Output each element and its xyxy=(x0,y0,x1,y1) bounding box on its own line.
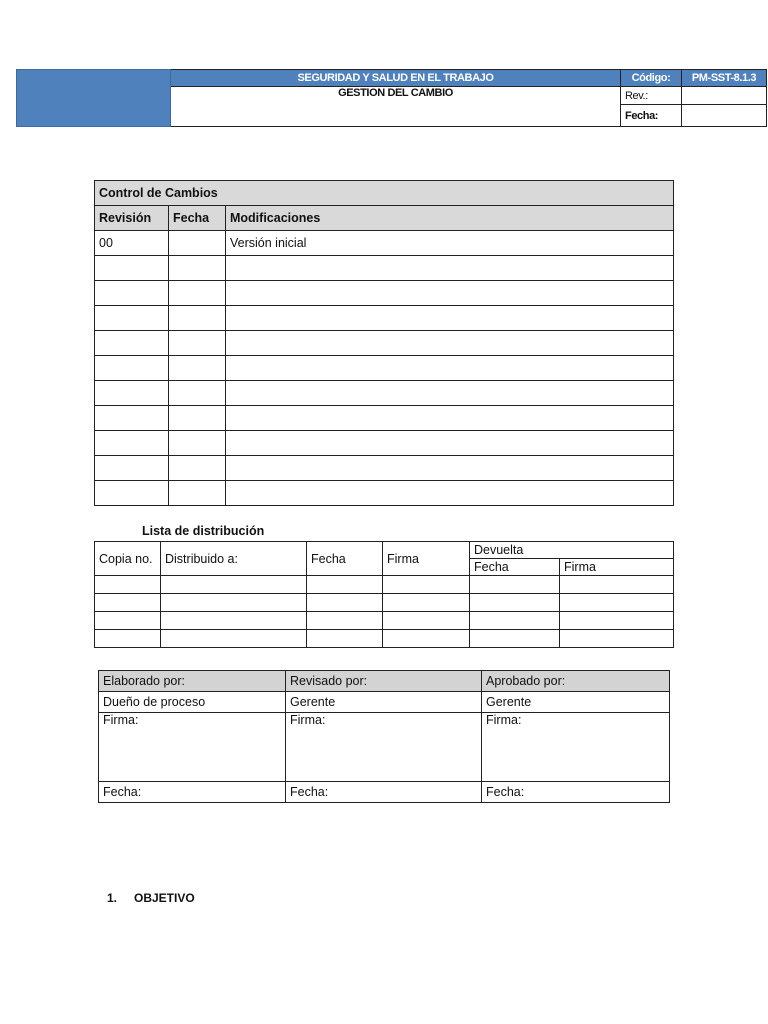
table-row xyxy=(95,256,674,281)
table-cell xyxy=(95,612,161,630)
section-title: OBJETIVO xyxy=(134,891,195,905)
document-title: GESTION DEL CAMBIO xyxy=(171,87,621,127)
codigo-value: PM-SST-8.1.3 xyxy=(682,70,767,87)
column-header: Firma xyxy=(383,542,470,576)
table-cell xyxy=(169,356,226,381)
column-header: Fecha xyxy=(169,206,226,231)
table-cell xyxy=(95,431,169,456)
table-cell xyxy=(95,481,169,506)
table-cell xyxy=(95,281,169,306)
elaborado-header: Elaborado por: xyxy=(99,671,286,692)
table-cell xyxy=(95,630,161,648)
distribution-list-title: Lista de distribución xyxy=(142,524,265,538)
rev-label: Rev.: xyxy=(621,87,682,105)
table-cell xyxy=(226,456,674,481)
table-cell xyxy=(95,256,169,281)
table-row xyxy=(95,306,674,331)
table-cell xyxy=(470,576,560,594)
table-row xyxy=(95,630,674,648)
table-cell xyxy=(169,481,226,506)
aprobado-role: Gerente xyxy=(482,692,670,713)
table-cell xyxy=(95,381,169,406)
column-header: Revisión xyxy=(95,206,169,231)
aprobado-header: Aprobado por: xyxy=(482,671,670,692)
table-cell xyxy=(226,281,674,306)
table-cell xyxy=(383,576,470,594)
table-cell xyxy=(226,256,674,281)
table-cell xyxy=(560,576,674,594)
table-cell xyxy=(161,612,307,630)
table-cell xyxy=(169,456,226,481)
table-cell xyxy=(560,612,674,630)
table-row xyxy=(95,612,674,630)
table-cell xyxy=(226,481,674,506)
table-row xyxy=(95,331,674,356)
table-cell xyxy=(169,331,226,356)
table-cell xyxy=(95,331,169,356)
approval-signature-table xyxy=(98,670,670,803)
table-cell xyxy=(169,381,226,406)
table-cell xyxy=(95,576,161,594)
table-cell xyxy=(307,612,383,630)
column-header: Firma xyxy=(560,559,674,576)
table-cell xyxy=(169,281,226,306)
table-cell xyxy=(226,331,674,356)
document-header xyxy=(16,69,767,127)
table-row xyxy=(95,406,674,431)
table-row xyxy=(95,231,674,256)
table-row xyxy=(95,576,674,594)
table-row xyxy=(95,281,674,306)
table-cell xyxy=(169,256,226,281)
revisado-header: Revisado por: xyxy=(286,671,482,692)
table-cell xyxy=(161,630,307,648)
table-cell xyxy=(307,576,383,594)
table-cell xyxy=(161,594,307,612)
column-header: Fecha xyxy=(307,542,383,576)
table-cell xyxy=(560,630,674,648)
control-cambios-title: Control de Cambios xyxy=(95,181,674,206)
column-header: Copia no. xyxy=(95,542,161,576)
table-cell xyxy=(226,406,674,431)
elaborado-role: Dueño de proceso xyxy=(99,692,286,713)
table-cell: Versión inicial xyxy=(226,231,674,256)
elaborado-firma: Firma: xyxy=(99,713,286,782)
table-cell xyxy=(95,594,161,612)
table-cell xyxy=(95,406,169,431)
control-cambios-table xyxy=(94,180,674,506)
table-row xyxy=(95,431,674,456)
table-cell xyxy=(560,594,674,612)
section-heading-objetivo xyxy=(107,891,195,905)
column-header: Devuelta xyxy=(470,542,674,559)
aprobado-fecha: Fecha: xyxy=(482,782,670,803)
codigo-label: Código: xyxy=(621,70,682,87)
revisado-fecha: Fecha: xyxy=(286,782,482,803)
table-row xyxy=(95,481,674,506)
revisado-role: Gerente xyxy=(286,692,482,713)
table-cell xyxy=(470,612,560,630)
column-header: Distribuido a: xyxy=(161,542,307,576)
distribution-table xyxy=(94,541,674,648)
section-number: 1. xyxy=(107,891,118,905)
table-cell xyxy=(470,630,560,648)
fecha-label: Fecha: xyxy=(621,105,682,127)
table-cell xyxy=(95,356,169,381)
table-cell xyxy=(226,431,674,456)
table-cell xyxy=(169,431,226,456)
column-header: Modificaciones xyxy=(226,206,674,231)
table-row xyxy=(95,356,674,381)
aprobado-firma: Firma: xyxy=(482,713,670,782)
table-cell xyxy=(307,594,383,612)
table-cell xyxy=(383,630,470,648)
fecha-value xyxy=(682,105,767,127)
table-row xyxy=(95,594,674,612)
org-line: SEGURIDAD Y SALUD EN EL TRABAJO xyxy=(171,70,621,87)
rev-value xyxy=(682,87,767,105)
column-header: Fecha xyxy=(470,559,560,576)
table-cell: 00 xyxy=(95,231,169,256)
table-cell xyxy=(383,612,470,630)
table-cell xyxy=(307,630,383,648)
table-row xyxy=(95,456,674,481)
company-logo-area xyxy=(17,70,171,127)
table-cell xyxy=(169,406,226,431)
table-cell xyxy=(95,306,169,331)
table-cell xyxy=(169,306,226,331)
table-cell xyxy=(226,306,674,331)
table-cell xyxy=(226,356,674,381)
table-cell xyxy=(161,576,307,594)
revisado-firma: Firma: xyxy=(286,713,482,782)
table-cell xyxy=(226,381,674,406)
table-row xyxy=(95,381,674,406)
table-cell xyxy=(470,594,560,612)
table-cell xyxy=(169,231,226,256)
table-cell xyxy=(95,456,169,481)
table-cell xyxy=(383,594,470,612)
elaborado-fecha: Fecha: xyxy=(99,782,286,803)
